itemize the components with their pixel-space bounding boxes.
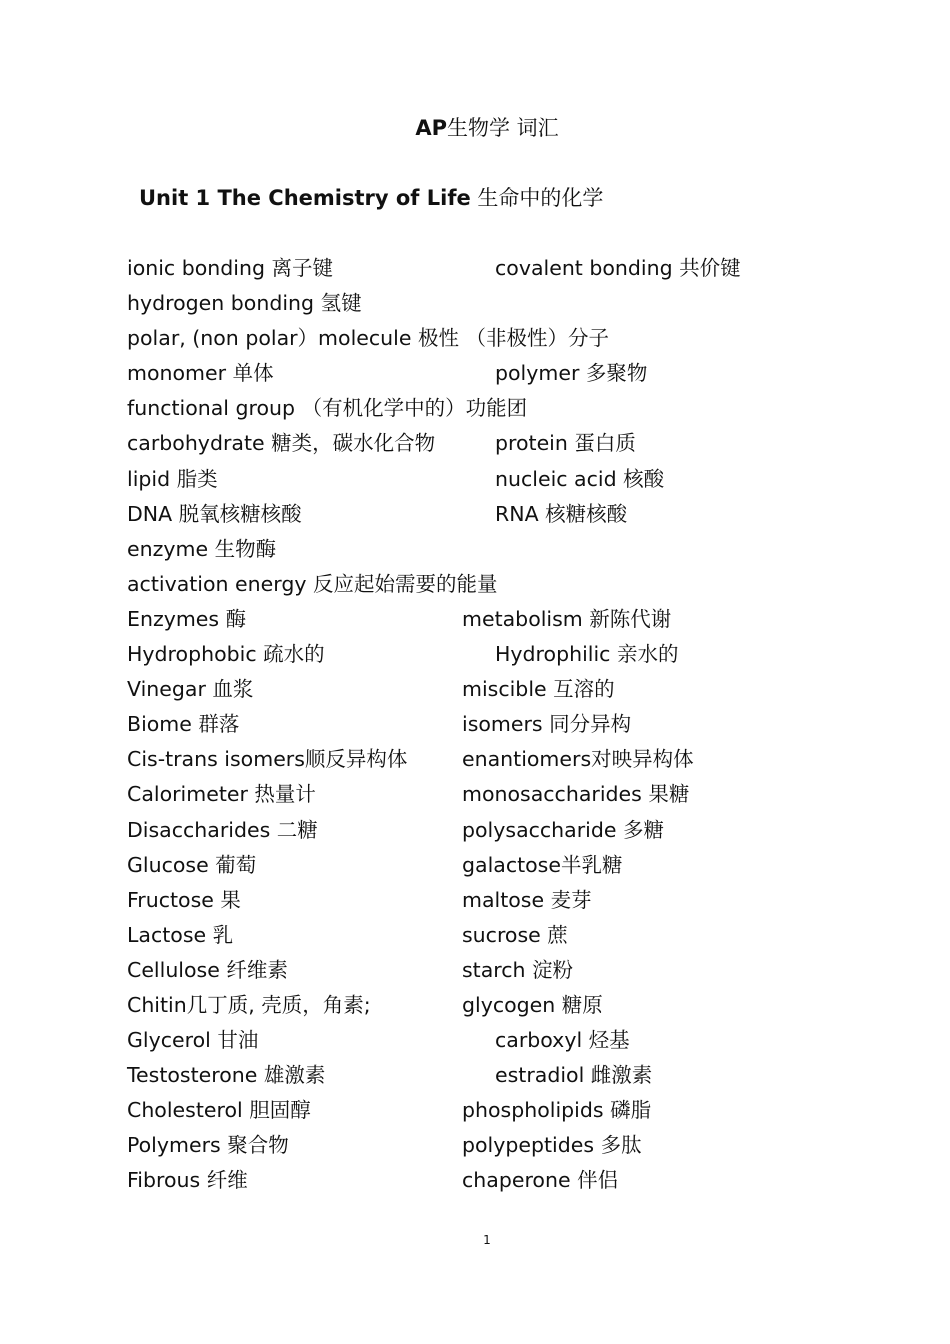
vocabulary-row <box>127 955 887 990</box>
vocabulary-term-left: carbohydrate 糖类，碳水化合物 <box>127 431 436 456</box>
vocabulary-row <box>127 674 887 709</box>
vocabulary-term-right: galactose半乳糖 <box>462 852 623 877</box>
vocabulary-term-right: protein 蛋白质 <box>495 431 636 456</box>
vocabulary-term-right: glycogen 糖原 <box>462 992 603 1017</box>
vocabulary-row <box>127 850 887 885</box>
vocabulary-term-right: sucrose 蔗 <box>462 922 568 947</box>
unit-heading <box>139 183 603 213</box>
vocabulary-term-right: metabolism 新陈代谢 <box>462 606 672 631</box>
vocabulary-row <box>127 744 887 779</box>
vocabulary-term-left: Fibrous 纤维 <box>127 1168 248 1193</box>
vocabulary-row <box>127 885 887 920</box>
vocabulary-row <box>127 990 887 1025</box>
vocabulary-term-right: chaperone 伴侣 <box>462 1168 619 1193</box>
vocabulary-row <box>127 499 887 534</box>
vocabulary-row <box>127 358 887 393</box>
vocabulary-term-left: Calorimeter 热量计 <box>127 782 316 807</box>
vocabulary-term-left: DNA 脱氧核糖核酸 <box>127 501 302 526</box>
vocabulary-term-right: RNA 核糖核酸 <box>495 501 628 526</box>
vocabulary-row <box>127 393 887 428</box>
document-title-rest: 生物学 词汇 <box>446 116 559 140</box>
vocabulary-row <box>127 569 887 604</box>
vocabulary-term-right: polysaccharide 多糖 <box>462 817 664 842</box>
vocabulary-term-right: estradiol 雌激素 <box>495 1063 653 1088</box>
vocabulary-row <box>127 779 887 814</box>
vocabulary-row <box>127 253 887 288</box>
vocabulary-term-right: isomers 同分异构 <box>462 712 632 737</box>
vocabulary-term-left: activation energy 反应起始需要的能量 <box>127 571 498 596</box>
vocabulary-term-left: enzyme 生物酶 <box>127 536 277 561</box>
vocabulary-row <box>127 1165 887 1200</box>
vocabulary-term-right: polypeptides 多肽 <box>462 1133 642 1158</box>
vocabulary-term-left: Cellulose 纤维素 <box>127 957 288 982</box>
unit-heading-chinese: 生命中的化学 <box>470 186 604 210</box>
vocabulary-term-right: monosaccharides 果糖 <box>462 782 690 807</box>
vocabulary-term-right: enantiomers对映异构体 <box>462 747 694 772</box>
vocabulary-term-right: Hydrophilic 亲水的 <box>495 642 679 667</box>
vocabulary-row <box>127 920 887 955</box>
document-title <box>0 113 950 143</box>
vocabulary-row <box>127 1130 887 1165</box>
page-number: 1 <box>483 1233 491 1247</box>
vocabulary-row <box>127 815 887 850</box>
vocabulary-term-left: polar, (non polar）molecule 极性 （非极性）分子 <box>127 326 609 351</box>
vocabulary-term-left: Glucose 葡萄 <box>127 852 257 877</box>
vocabulary-term-left: functional group （有机化学中的）功能团 <box>127 396 528 421</box>
vocabulary-term-left: ionic bonding 离子键 <box>127 256 333 280</box>
vocabulary-term-left: Cis-trans isomers顺反异构体 <box>127 747 408 772</box>
vocabulary-term-right: nucleic acid 核酸 <box>495 466 665 491</box>
vocabulary-term-right: phospholipids 磷脂 <box>462 1098 652 1123</box>
vocabulary-row <box>127 639 887 674</box>
vocabulary-term-left: Fructose 果 <box>127 887 241 912</box>
vocabulary-term-left: Biome 群落 <box>127 712 240 737</box>
vocabulary-row <box>127 604 887 639</box>
vocabulary-term-left: monomer 单体 <box>127 361 274 386</box>
vocabulary-term-left: lipid 脂类 <box>127 466 218 491</box>
vocabulary-term-left: Chitin几丁质, 壳质，角素; <box>127 992 371 1017</box>
vocabulary-term-left: Disaccharides 二糖 <box>127 817 318 842</box>
vocabulary-term-left: Lactose 乳 <box>127 922 234 947</box>
vocabulary-term-right: maltose 麦芽 <box>462 887 592 912</box>
vocabulary-row <box>127 1095 887 1130</box>
vocabulary-row <box>127 709 887 744</box>
vocabulary-term-right: carboxyl 烃基 <box>495 1028 630 1053</box>
document-title-bold: AP <box>415 116 447 140</box>
vocabulary-row <box>127 1060 887 1095</box>
vocabulary-row <box>127 288 887 323</box>
vocabulary-term-left: Polymers 聚合物 <box>127 1133 289 1158</box>
vocabulary-term-left: Testosterone 雄激素 <box>127 1063 326 1088</box>
vocabulary-row <box>127 1025 887 1060</box>
vocabulary-term-left: hydrogen bonding 氢键 <box>127 291 362 316</box>
vocabulary-term-right: polymer 多聚物 <box>495 361 648 386</box>
vocabulary-term-left: Hydrophobic 疏水的 <box>127 642 325 667</box>
vocabulary-row <box>127 323 887 358</box>
unit-heading-english: Unit 1 The Chemistry of Life <box>139 186 471 210</box>
vocabulary-row <box>127 534 887 569</box>
vocabulary-term-right: miscible 互溶的 <box>462 677 615 702</box>
vocabulary-term-right: starch 淀粉 <box>462 957 574 982</box>
vocabulary-list <box>127 253 887 1201</box>
vocabulary-term-left: Enzymes 酶 <box>127 606 247 631</box>
vocabulary-term-right: covalent bonding 共价键 <box>495 256 741 280</box>
vocabulary-term-left: Cholesterol 胆固醇 <box>127 1098 311 1123</box>
vocabulary-row <box>127 428 887 463</box>
vocabulary-term-left: Glycerol 甘油 <box>127 1028 259 1053</box>
vocabulary-row <box>127 464 887 499</box>
vocabulary-term-left: Vinegar 血浆 <box>127 677 254 702</box>
